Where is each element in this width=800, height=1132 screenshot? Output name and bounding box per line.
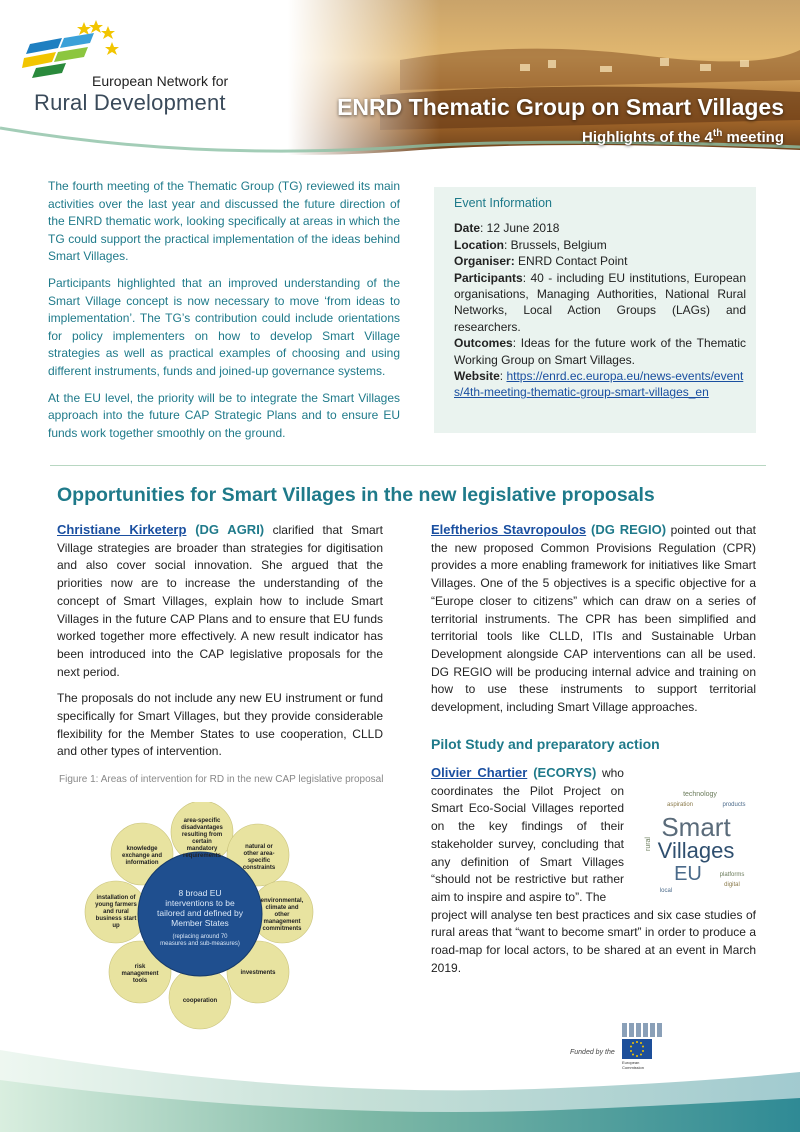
intro-text bbox=[48, 178, 400, 451]
event-organiser-value: ENRD Contact Point bbox=[514, 254, 628, 269]
event-location-label: Location bbox=[454, 237, 504, 252]
interventions-diagram bbox=[78, 802, 322, 1032]
event-outcomes-value: : Ideas for the future work of the Thematic Working Group on Smart Villages. bbox=[454, 336, 746, 367]
event-date bbox=[454, 220, 746, 236]
subtitle-text: Highlights of the 4 bbox=[582, 129, 713, 146]
speaker-org-regio: (DG REGIO) bbox=[586, 522, 667, 537]
left-column bbox=[57, 521, 383, 770]
event-website bbox=[454, 368, 746, 401]
event-date-value: : 12 June 2018 bbox=[480, 221, 560, 236]
diagram-node-7: installation of young farmers and rural business start up bbox=[95, 895, 137, 929]
intro-paragraph-3: At the EU level, the priority will be to integrate the Smart Villages approach into the future CAP Strategic Plans and to ensure EU funds work together smoothly on the ground. bbox=[48, 390, 400, 440]
event-website-label: Website bbox=[454, 369, 500, 384]
european-commission-logo[interactable] bbox=[620, 1021, 702, 1071]
header-banner bbox=[0, 0, 800, 165]
word-cloud-word-rural: rural bbox=[645, 836, 652, 852]
intro-paragraph-2: Participants highlighted that an improved understanding of the Smart Village concept is now necessary to move ‘from ideas to implementation’. The TG’s contribution could include orientations for policy implementers on how to develop Smart Village strategies as well as practical examples of choosing and using different instruments, funds and joined-up governance systems. bbox=[48, 275, 400, 378]
event-location bbox=[454, 237, 746, 253]
word-cloud-word-eu: EU bbox=[674, 863, 702, 885]
word-cloud-word-technology: technology bbox=[683, 791, 717, 798]
pilot-study-heading: Pilot Study and preparatory action bbox=[431, 736, 660, 752]
word-cloud-word-smart: Smart bbox=[661, 812, 731, 842]
word-cloud-word-products: products bbox=[722, 802, 746, 808]
enrd-logo[interactable] bbox=[22, 18, 252, 118]
speaker-org-agri: (DG AGRI) bbox=[186, 522, 265, 537]
diagram-node-5: cooperation bbox=[182, 998, 218, 1004]
pilot-paragraph-narrow-text: who coordinates the Pilot Project on Smart Eco-Social Villages reported on the key findings of their stakeholder survey, concluding that any definition of Smart Villages “should not be restrictive but rather aim to inspire and aspire to”. The bbox=[431, 766, 624, 904]
event-participants bbox=[454, 270, 746, 336]
event-website-sep: : bbox=[499, 369, 507, 384]
word-cloud-word-platforms: platforms bbox=[719, 872, 745, 878]
word-cloud-word-villages: Villages bbox=[657, 838, 735, 863]
speaker-link-stavropoulos[interactable]: Eleftherios Stavropoulos bbox=[431, 522, 587, 537]
logo-text-line2: Rural Development bbox=[34, 90, 226, 115]
event-location-value: : Brussels, Belgium bbox=[504, 237, 607, 252]
diagram-center-note: (replacing around 70 measures and sub-measures) bbox=[160, 934, 240, 947]
regio-paragraph bbox=[431, 521, 756, 717]
diagram-node-1: area-specific disadvantages resulting from certain mandatory requirements bbox=[181, 818, 223, 859]
diagram-node-2: natural or other area-specific constraints bbox=[242, 844, 276, 871]
agri-paragraph-text: clarified that Smart Village strategies are broader than strategies for digitisation and also cover social innovation. She argued that the priorities now are to increase the understanding of the concept of Smart Villages, explain how to include Smart Villages in the future CAP Plans and to ensure that EU funds worked together more effectively. A new result indicator has been introduced into the CAP legislative proposals for the next period. bbox=[57, 523, 383, 679]
agri-paragraph-2: The proposals do not include any new EU instrument or fund specifically for Smart Villages, but they provide considerable flexibility for the Member States to use cooperation, CLLD and other types of intervention. bbox=[57, 691, 383, 759]
diagram-node-4: investments bbox=[240, 970, 276, 976]
section-divider bbox=[50, 465, 766, 466]
event-organiser bbox=[454, 253, 746, 269]
pilot-paragraph-end: project will analyse ten best practices and six case studies of rural areas that “want to become smart” in order to produce a road-map for local actors, to be shared at an event in March 2019. bbox=[431, 907, 756, 975]
intro-paragraph-1: The fourth meeting of the Thematic Group (TG) reviewed its main activities over the last year and discussed the future direction of the ENRD thematic work, looking specifically at areas in which the TG could support the practical implementation of the ideas behind Smart Villages. bbox=[48, 179, 400, 264]
event-date-label: Date bbox=[454, 221, 481, 236]
event-organiser-label: Organiser: bbox=[454, 254, 515, 269]
figure-caption: Figure 1: Areas of intervention for RD in the new CAP legislative proposal bbox=[59, 774, 384, 785]
logo-text-line1: European Network for bbox=[92, 73, 229, 89]
funded-by-label: Funded by the bbox=[570, 1049, 615, 1056]
word-cloud-word-digital: digital bbox=[724, 882, 740, 888]
smart-villages-word-cloud bbox=[636, 776, 758, 902]
diagram-center-title: 8 broad EU interventions to be tailored and defined by Member States bbox=[156, 888, 244, 928]
eu-logo-text-line2: Commission bbox=[622, 1065, 645, 1070]
speaker-link-kirketerp[interactable]: Christiane Kirketerp bbox=[57, 522, 187, 537]
eu-logo-text-line1: European bbox=[622, 1060, 640, 1065]
subtitle-text-end: meeting bbox=[722, 129, 784, 146]
right-column bbox=[431, 521, 756, 717]
event-info-heading: Event Information bbox=[454, 196, 552, 210]
word-cloud-word-aspiration: aspiration bbox=[666, 802, 694, 808]
speaker-link-chartier[interactable]: Olivier Chartier bbox=[431, 765, 528, 780]
section-heading: Opportunities for Smart Villages in the new legislative proposals bbox=[57, 484, 655, 506]
page-title: ENRD Thematic Group on Smart Villages bbox=[337, 94, 784, 120]
page-subtitle bbox=[582, 128, 784, 146]
subtitle-superscript: th bbox=[712, 128, 723, 139]
diagram-node-8: knowledge exchange and information bbox=[121, 846, 163, 866]
event-information-box bbox=[434, 187, 756, 433]
regio-paragraph-text: pointed out that the new proposed Common Provisions Regulation (CPR) provides a more enabling framework for initiatives like Smart Villages. One of the 5 objectives is a specific objective for a “Europe closer to citizens” which can draw on a series of territorial instruments. The CPR has been simplified and territorial tools like CLLD, ITIs and Sustainable Urban Development alongside CAP interventions can all be used. DG REGIO will be producing internal advice and training on how to use these instruments to support territorial development, including Smart Village approaches. bbox=[431, 523, 756, 715]
event-website-link[interactable]: https://enrd.ec.europa.eu/news-events/events/4th-meeting-thematic-group-smart-villages_en bbox=[454, 369, 744, 400]
event-outcomes bbox=[454, 335, 746, 368]
event-participants-label: Participants bbox=[454, 270, 523, 285]
word-cloud-word-local: local bbox=[659, 888, 673, 894]
pilot-paragraph-start bbox=[431, 764, 624, 907]
agri-paragraph bbox=[57, 521, 383, 681]
diagram-node-3: environmental, climate and other management commitments bbox=[260, 898, 304, 932]
enrd-logo-icon bbox=[22, 18, 122, 78]
event-outcomes-label: Outcomes bbox=[454, 336, 513, 351]
speaker-org-ecorys: (ECORYS) bbox=[527, 765, 597, 780]
diagram-node-6: risk management tools bbox=[121, 964, 159, 984]
event-participants-value: : 40 - including EU institutions, European organisations, Managing Authorities, National Rural Networks, Local Action Groups (LAGs) and researchers. bbox=[454, 270, 746, 334]
